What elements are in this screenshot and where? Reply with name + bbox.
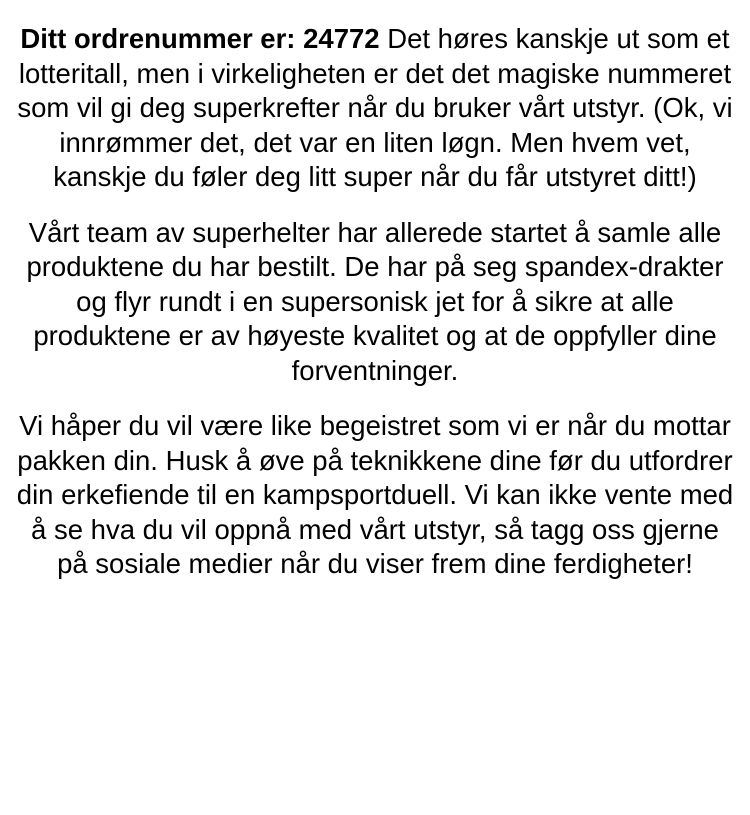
paragraph-order-text: Det høres kanskje ut som et lotteritall, men i virkeligheten er det det magiske nummeret som vil gi deg superkrefter når du bruker vårt utstyr. (Ok, vi innrømmer det, det var en liten løgn. Men hvem vet, kanskje du føler deg litt super når du får utstyret ditt!)	[17, 23, 733, 192]
paragraph-team: Vårt team av superhelter har allerede startet å samle alle produktene du har bestilt. De har på seg spandex-drakter og flyr rundt i en supersonisk jet for å sikre at alle produktene er av høyeste kvalitet og at de oppfyller dine forventninger.	[26, 216, 724, 386]
paragraph-order	[14, 22, 736, 195]
order-number-label: Ditt ordrenummer er: 24772	[20, 23, 380, 54]
paragraph-closing: Vi håper du vil være like begeistret som vi er når du mottar pakken din. Husk å øve på teknikkene dine før du utfordrer din erkefiende til en kampsportduell. Vi kan ikke vente med å se hva du vil oppnå med vårt utstyr, så tagg oss gjerne på sosiale medier når du viser frem dine ferdigheter!	[16, 410, 734, 579]
